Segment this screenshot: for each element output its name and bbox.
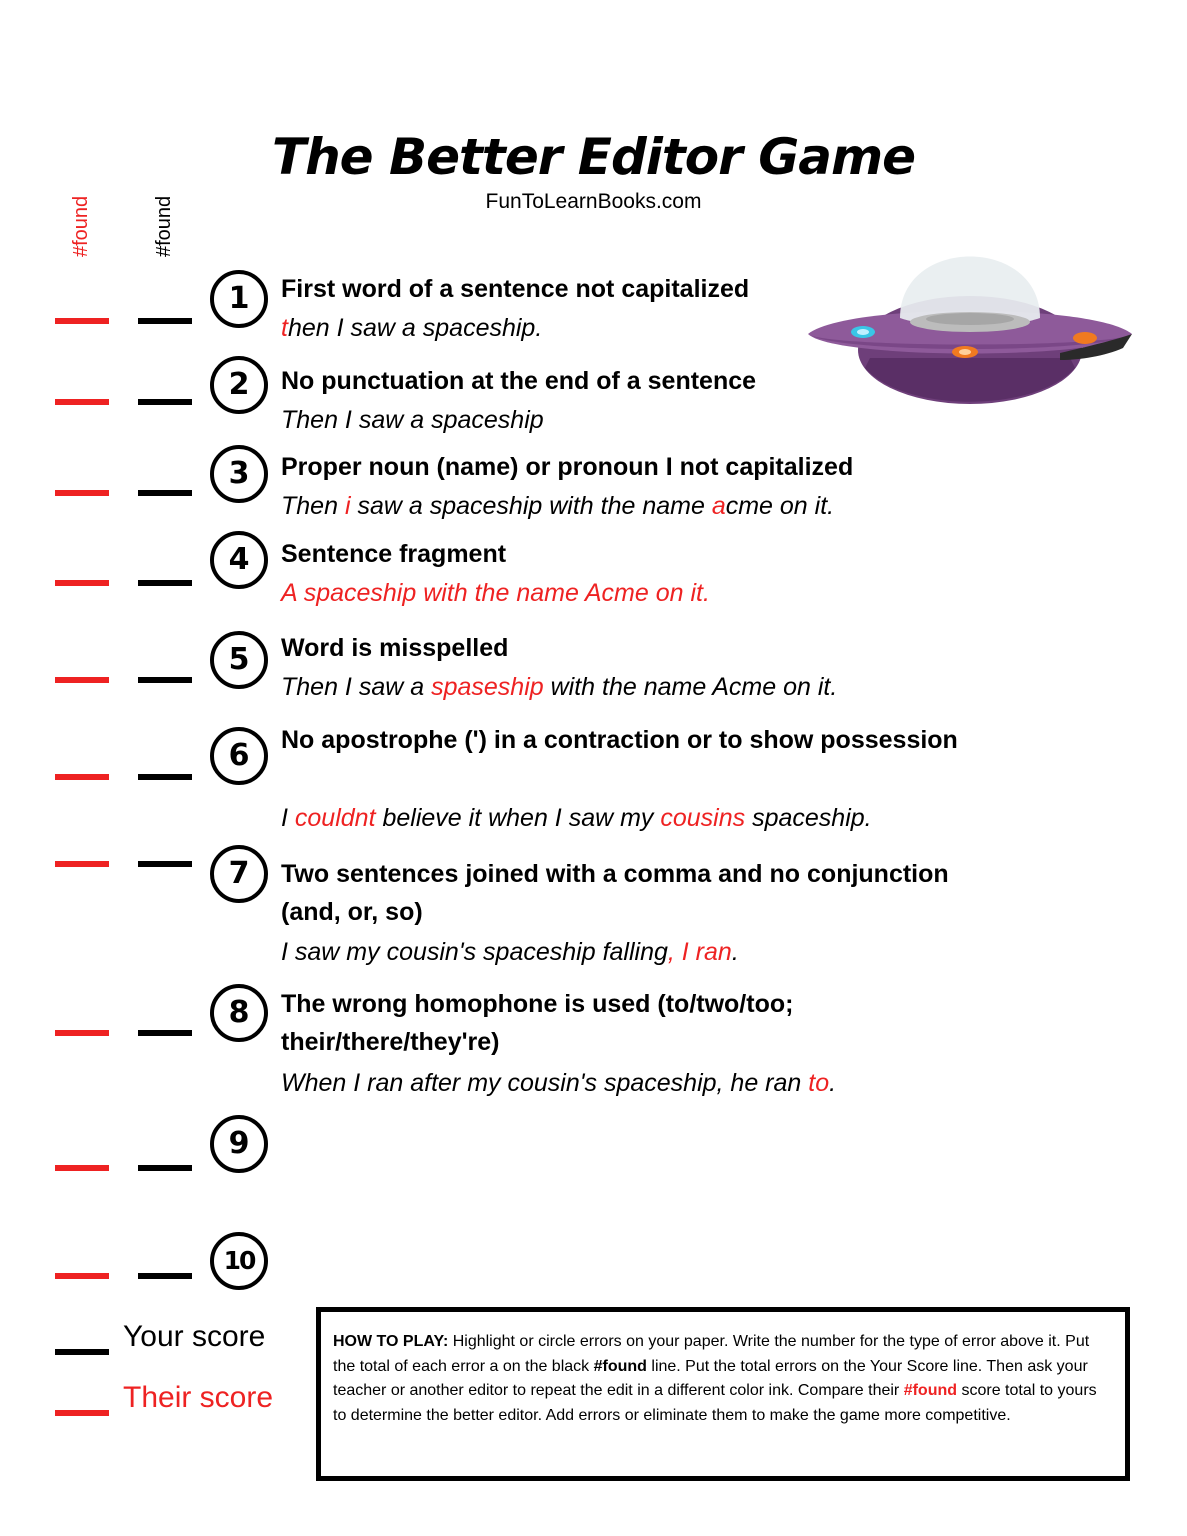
example-sentence — [281, 313, 542, 343]
example-text: saw a spaceship with the name — [350, 492, 712, 520]
their-found-line[interactable] — [55, 1030, 109, 1036]
your-found-line[interactable] — [138, 580, 192, 586]
your-found-line[interactable] — [138, 490, 192, 496]
their-found-line[interactable] — [55, 490, 109, 496]
example-text: When I ran after my cousin's spaceship, he ran — [281, 1069, 809, 1097]
error-type-title: Proper noun (name) or pronoun I not capitalized — [281, 453, 854, 481]
their-found-line[interactable] — [55, 774, 109, 780]
error-type-title: No apostrophe (') in a contraction or to show possession — [281, 726, 958, 754]
how-to-play-heading: HOW TO PLAY: — [333, 1333, 449, 1350]
how-to-play-box: HOW TO PLAY: Highlight or circle errors on your paper. Write the number for the type of error above it. Put the total of each error a on the black #found line. Put the total errors on the Your Score line. Then ask your teacher or another editor to repeat the edit in a different color ink. Compare their #found score total to yours to determine the better editor. Add errors or eliminate them to make the game more competitive. — [316, 1307, 1130, 1481]
error-type-title: No punctuation at the end of a sentence — [281, 367, 757, 395]
item-number-badge: 2 — [210, 356, 268, 414]
item-number-badge: 5 — [210, 631, 268, 689]
their-score-label: Their score — [123, 1381, 274, 1414]
your-found-line[interactable] — [138, 318, 192, 324]
example-text: I — [281, 804, 295, 832]
their-found-line[interactable] — [55, 677, 109, 683]
example-sentence — [281, 672, 837, 702]
their-score-line[interactable] — [55, 1410, 109, 1416]
example-sentence — [281, 803, 872, 833]
ufo-illustration — [805, 248, 1135, 408]
page-title: The Better Editor Game — [271, 128, 915, 186]
your-found-line[interactable] — [138, 861, 192, 867]
example-text: believe it when I saw my — [375, 804, 661, 832]
error-highlight: a — [711, 492, 726, 520]
item-number-badge: 10 — [210, 1232, 268, 1290]
item-number-badge: 1 — [210, 270, 268, 328]
error-highlight: A spaceship with the name Acme on it. — [281, 579, 710, 607]
your-found-line[interactable] — [138, 774, 192, 780]
example-text: . — [731, 938, 739, 966]
example-sentence — [281, 1068, 836, 1098]
their-found-line[interactable] — [55, 861, 109, 867]
example-text: Then I saw a spaceship — [281, 406, 544, 434]
error-type-title: Word is misspelled — [281, 634, 509, 662]
item-number-badge: 8 — [210, 984, 268, 1042]
your-found-line[interactable] — [138, 399, 192, 405]
site-url: FunToLearnBooks.com — [485, 190, 702, 213]
their-found-column-label: #found — [70, 195, 92, 257]
their-found-line[interactable] — [55, 399, 109, 405]
example-text: I saw my cousin's spaceship falling — [281, 938, 668, 966]
example-text: hen I saw a spaceship. — [287, 314, 543, 342]
their-found-line[interactable] — [55, 580, 109, 586]
item-number-badge: 7 — [210, 845, 268, 903]
example-text: . — [829, 1069, 837, 1097]
error-type-title: Two sentences joined with a comma and no conjunction (and, or, so) — [281, 860, 949, 926]
example-sentence — [281, 491, 834, 521]
item-number-badge: 3 — [210, 445, 268, 503]
example-text: spaceship. — [745, 804, 872, 832]
your-found-line[interactable] — [138, 1030, 192, 1036]
example-text: with the name Acme on it. — [543, 673, 838, 701]
example-sentence — [281, 578, 710, 608]
their-found-line[interactable] — [55, 1273, 109, 1279]
example-text: Then — [281, 492, 345, 520]
example-sentence — [281, 405, 544, 435]
error-highlight: couldnt — [294, 804, 376, 832]
error-highlight: spaseship — [431, 673, 544, 701]
your-found-line[interactable] — [138, 677, 192, 683]
error-type-title: First word of a sentence not capitalized — [281, 275, 750, 303]
item-number-badge: 9 — [210, 1115, 268, 1173]
item-number-badge: 6 — [210, 727, 268, 785]
error-highlight: i — [344, 492, 351, 520]
item-number-badge: 4 — [210, 531, 268, 589]
error-type-title: The wrong homophone is used (to/two/too; their/there/they're) — [281, 990, 794, 1056]
error-highlight: , I ran — [667, 938, 732, 966]
their-found-line[interactable] — [55, 1165, 109, 1171]
error-highlight: t — [281, 314, 288, 342]
error-highlight: to — [808, 1069, 830, 1097]
your-found-line[interactable] — [138, 1273, 192, 1279]
example-sentence — [281, 937, 739, 967]
error-highlight: cousins — [660, 804, 746, 832]
example-text: Then I saw a — [281, 673, 432, 701]
error-type-title: Sentence fragment — [281, 540, 507, 568]
your-found-line[interactable] — [138, 1165, 192, 1171]
your-score-label: Your score — [123, 1320, 266, 1353]
example-text: cme on it. — [725, 492, 835, 520]
your-found-column-label: #found — [153, 195, 175, 257]
your-score-line[interactable] — [55, 1349, 109, 1355]
their-found-line[interactable] — [55, 318, 109, 324]
